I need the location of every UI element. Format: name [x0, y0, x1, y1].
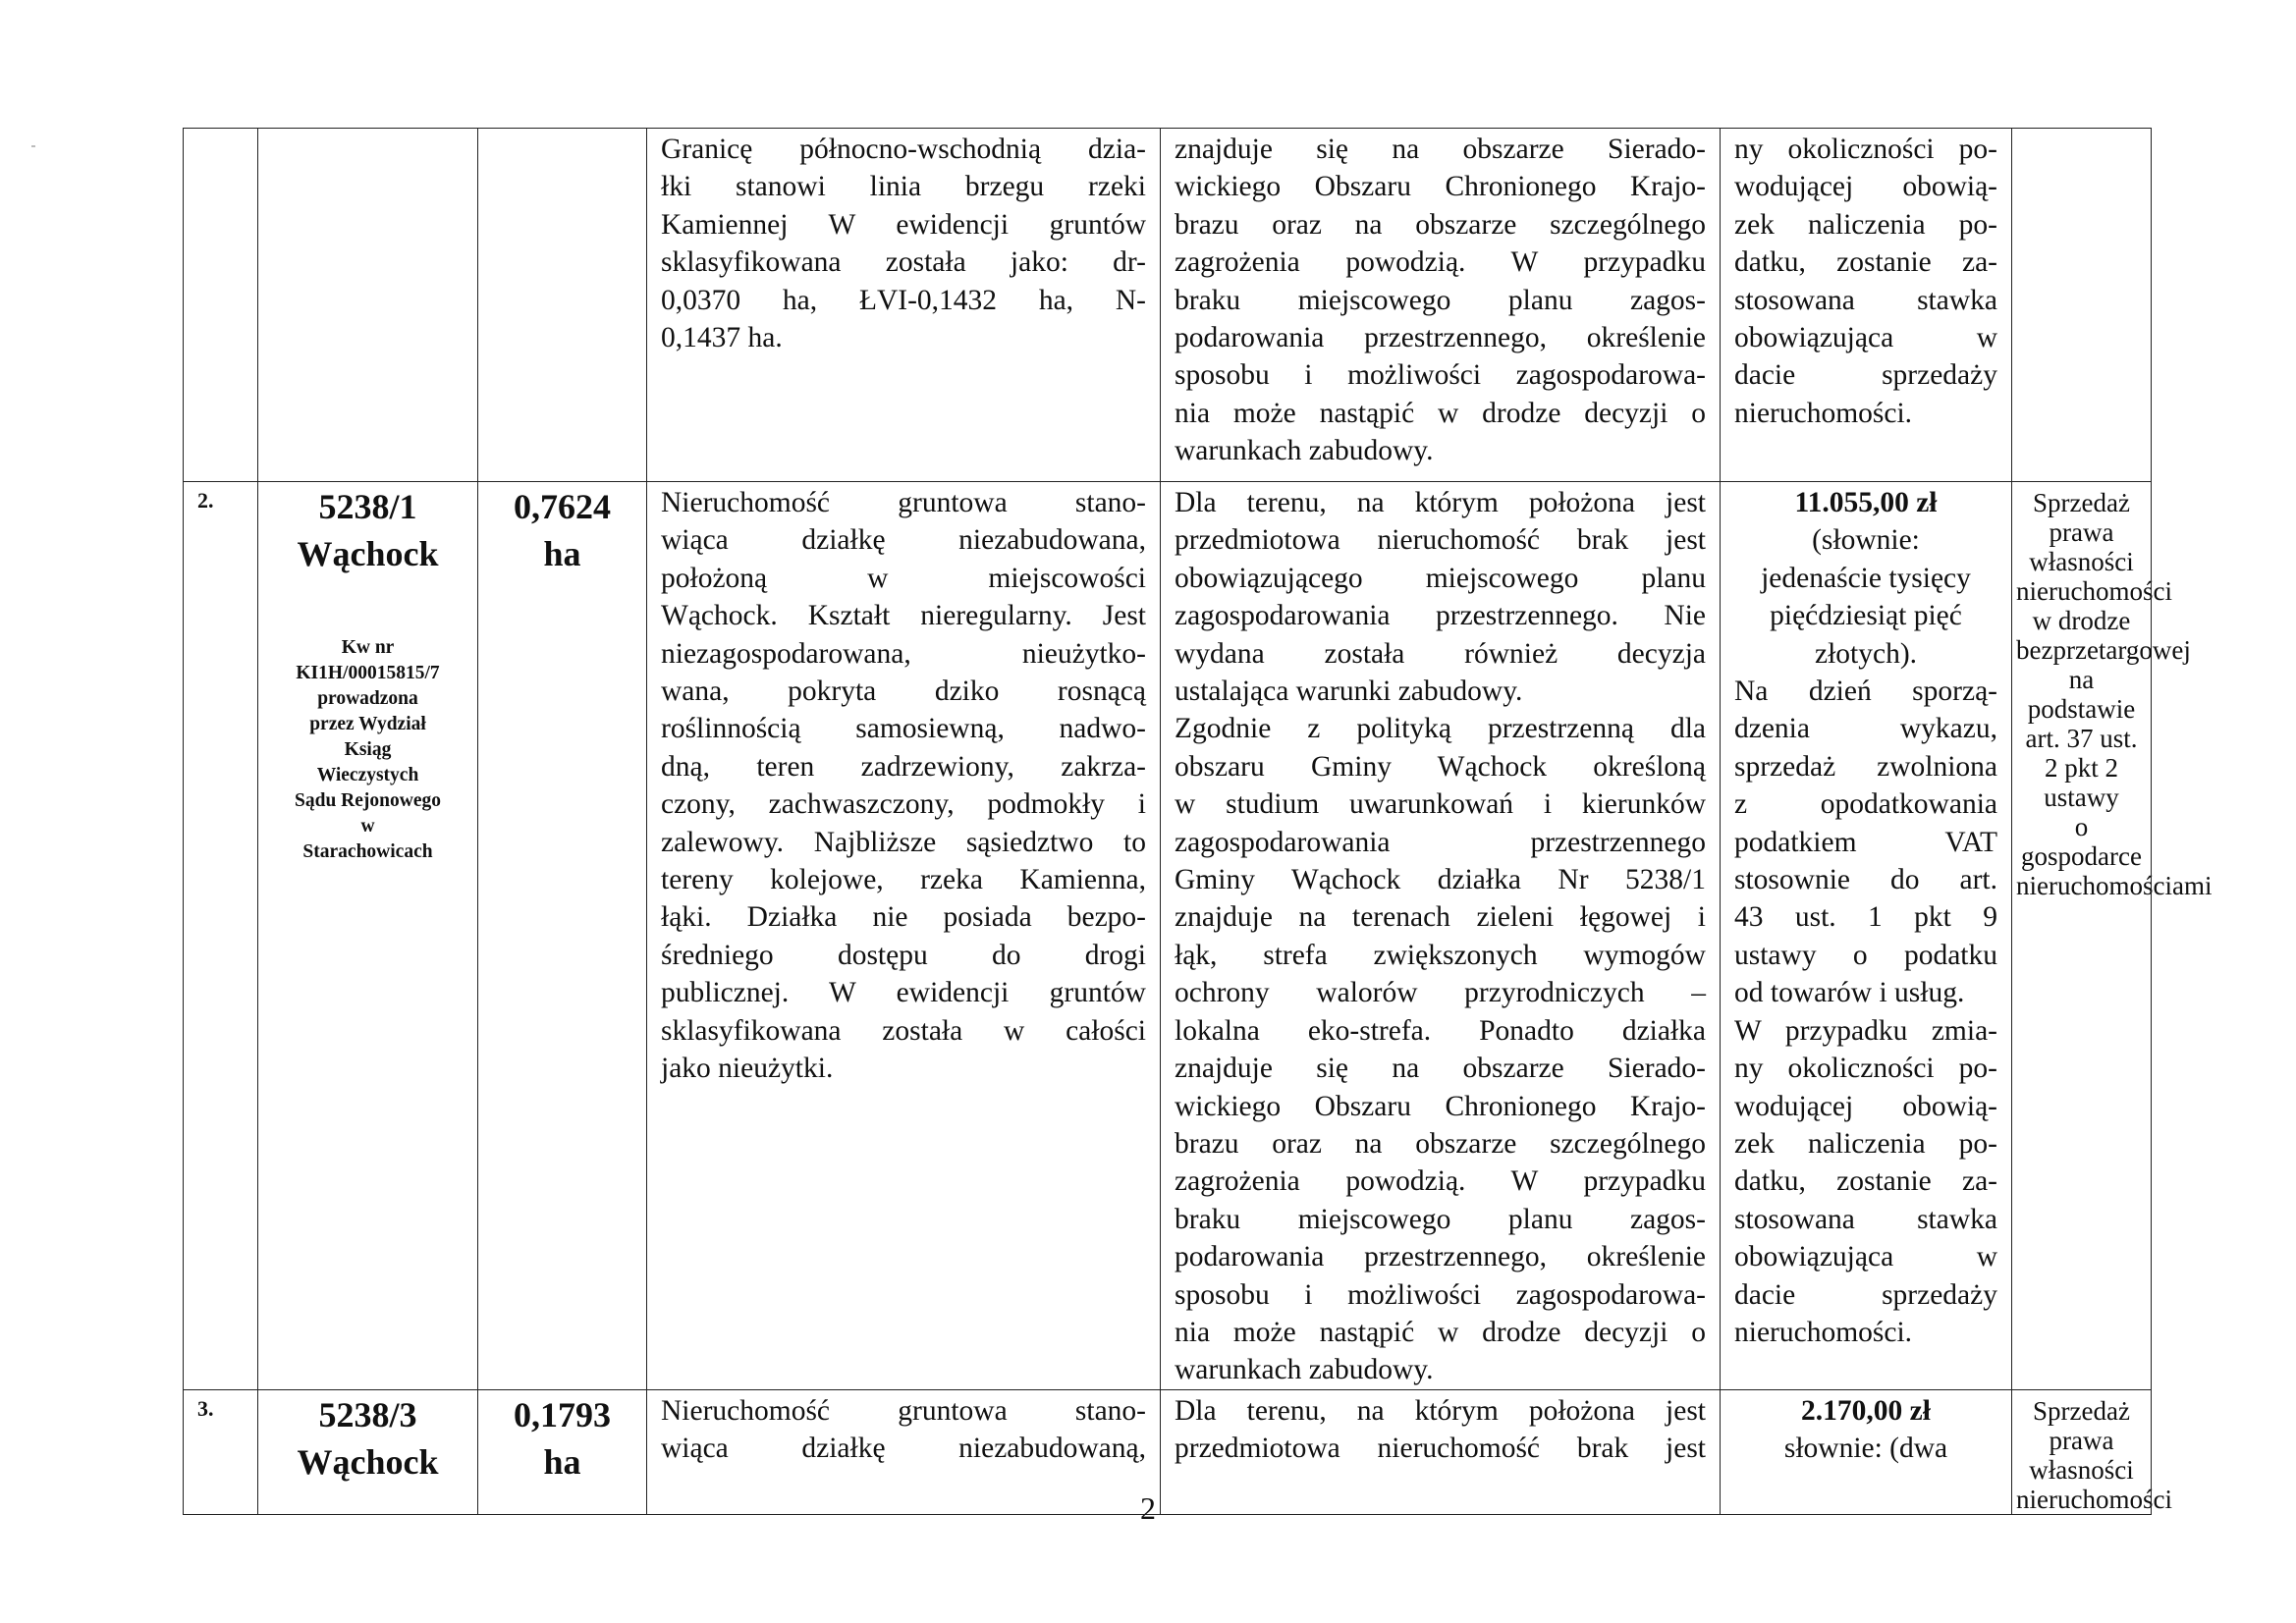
area-value: 0,7624: [514, 487, 611, 526]
area-unit: ha: [543, 534, 581, 573]
area-value: 0,1793: [514, 1394, 611, 1434]
opis-text: Granicę północno-wschodnią dzia- łki stanowi linia brzegu rzeki Kamiennej W ewidencji gruntów sklasyfikowana została jako: dr- 0,0370 ha, ŁVI-0,1432 ha, N- 0,1437 ha.: [661, 134, 1146, 354]
cell-opis: [647, 482, 1161, 1390]
cell-dzialka: [258, 482, 478, 1390]
parcel-locality: Wąchock: [297, 534, 439, 573]
table-row: [184, 129, 2152, 482]
opis-text: Nieruchomość gruntowa stano- wiąca działkę niezabudowana, położoną w miejscowości Wąchock. Kształt nieregularny. Jest niezagospodarowana, nieużytko- wana, pokryta dziko rosnącą roślinnością samosiewną, nadwo- dną, teren zadrzewiony, zakrza- czony, zachwaszczony, podmokły i zalewowy. Najbliższe sąsiedztwo to tereny kolejowe, rzeka Kamienna, łąki. Działka nie posiada bezpo- średniego dostępu do drogi publicznej. W ewidencji gruntów sklasyfikowana została w całości jako nieużytki.: [661, 487, 1146, 1085]
parcel-number: 5238/3: [318, 1394, 417, 1434]
cell-forma: [2012, 129, 2152, 482]
parcel-locality: Wąchock: [297, 1441, 439, 1482]
parcel-number: 5238/1: [318, 487, 417, 526]
opis-text: Nieruchomość gruntowa stano- wiąca działkę niezabudowaną,: [661, 1394, 1146, 1465]
cell-lp: 2.: [184, 482, 258, 1390]
cell-lp: 3.: [184, 1389, 258, 1514]
cell-opis: [647, 129, 1161, 482]
cell-cena: [1721, 129, 2012, 482]
cena-text: ny okoliczności po- wodującej obowią- zek naliczenia po- datku, zostanie za- stosowana stawka obowiązująca w dacie sprzedaży nieruchomości.: [1734, 134, 1997, 429]
cena-text: 11.055,00 zł (słownie: jedenaście tysięcy pięćdziesiąt pięć złotych). Na dzień sporzą- dzenia wykazu, sprzedaż zwolniona z opodatkowania podatkiem VAT stosownie do art. 43 ust. 1 pkt 9 ustawy o podatku od towarów i usług. W przypadku zmia- ny okoliczności po- wodującej obowią- zek naliczenia po- datku, zostanie za- stosowana stawka obowiązująca w dacie sprzedaży nieruchomości.: [1721, 482, 2011, 1351]
cell-przeznaczenie: [1161, 129, 1721, 482]
property-listing-table: [183, 128, 2213, 1515]
cell-powierzchnia: [478, 482, 647, 1390]
cell-przeznaczenie: [1161, 482, 1721, 1390]
przeznaczenie-text: Dla terenu, na którym położona jest przedmiotowa nieruchomość brak jest: [1175, 1394, 1706, 1465]
cell-dzialka: [258, 129, 478, 482]
scan-mark: [31, 145, 35, 147]
cell-lp: [184, 129, 258, 482]
przeznaczenie-text: znajduje się na obszarze Sierado- wickiego Obszaru Chronionego Krajo- brazu oraz na obszarze szczególnego zagrożenia powodzią. W przypadku braku miejscowego planu zagos- podarowania przestrzennego, określenie sposobu i możliwości zagospodarowa- nia może nastąpić w drodze decyzji o warunkach zabudowy.: [1175, 134, 1706, 467]
page-number: 2: [1140, 1490, 1156, 1526]
table-row: [184, 482, 2152, 1390]
price-amount: 11.055,00 zł: [1794, 487, 1938, 518]
sale-form-text: Sprzedaż prawa własności nieruchomości w drodze bezprzetargowej na podstawie art. 37 ust. 2 pkt 2 ustawy o gospodarce nieruchomościami: [2016, 488, 2213, 900]
przeznaczenie-text: Dla terenu, na którym położona jest przedmiotowa nieruchomość brak jest obowiązującego miejscowego planu zagospodarowania przestrzennego. Nie wydana została również decyzja ustalająca warunki zabudowy. Zgodnie z polityką przestrzenną dla obszaru Gminy Wąchock określoną w studium uwarunkowań i kierunków zagospodarowania przestrzennego Gminy Wąchock działka Nr 5238/1 znajduje na terenach zieleni łęgowej i łąk, strefa zwiększonych wymogów ochrony walorów przyrodniczych – lokalna eko-strefa. Ponadto działka znajduje się na obszarze Sierado- wickiego Obszaru Chronionego Krajo- brazu oraz na obszarze szczególnego zagrożenia powodzią. W przypadku braku miejscowego planu zagos- podarowania przestrzennego, określenie sposobu i możliwości zagospodarowa- nia może nastąpić w drodze decyzji o warunkach zabudowy.: [1175, 487, 1706, 1386]
cell-forma: [2012, 482, 2213, 1390]
sale-form-text: Sprzedaż prawa własności nieruchomości: [2016, 1395, 2172, 1514]
price-amount: 2.170,00 zł: [1801, 1394, 1931, 1427]
cell-powierzchnia: [478, 129, 647, 482]
area-unit: ha: [543, 1441, 581, 1482]
land-register-info: Kw nr KI1H/00015815/7 prowadzona przez Wydział Ksiąg Wieczystych Sądu Rejonowego w Starachowicach: [295, 637, 441, 862]
cena-text: 2.170,00 zł słownie: (dwa: [1721, 1390, 2011, 1468]
cell-cena: [1721, 482, 2012, 1390]
